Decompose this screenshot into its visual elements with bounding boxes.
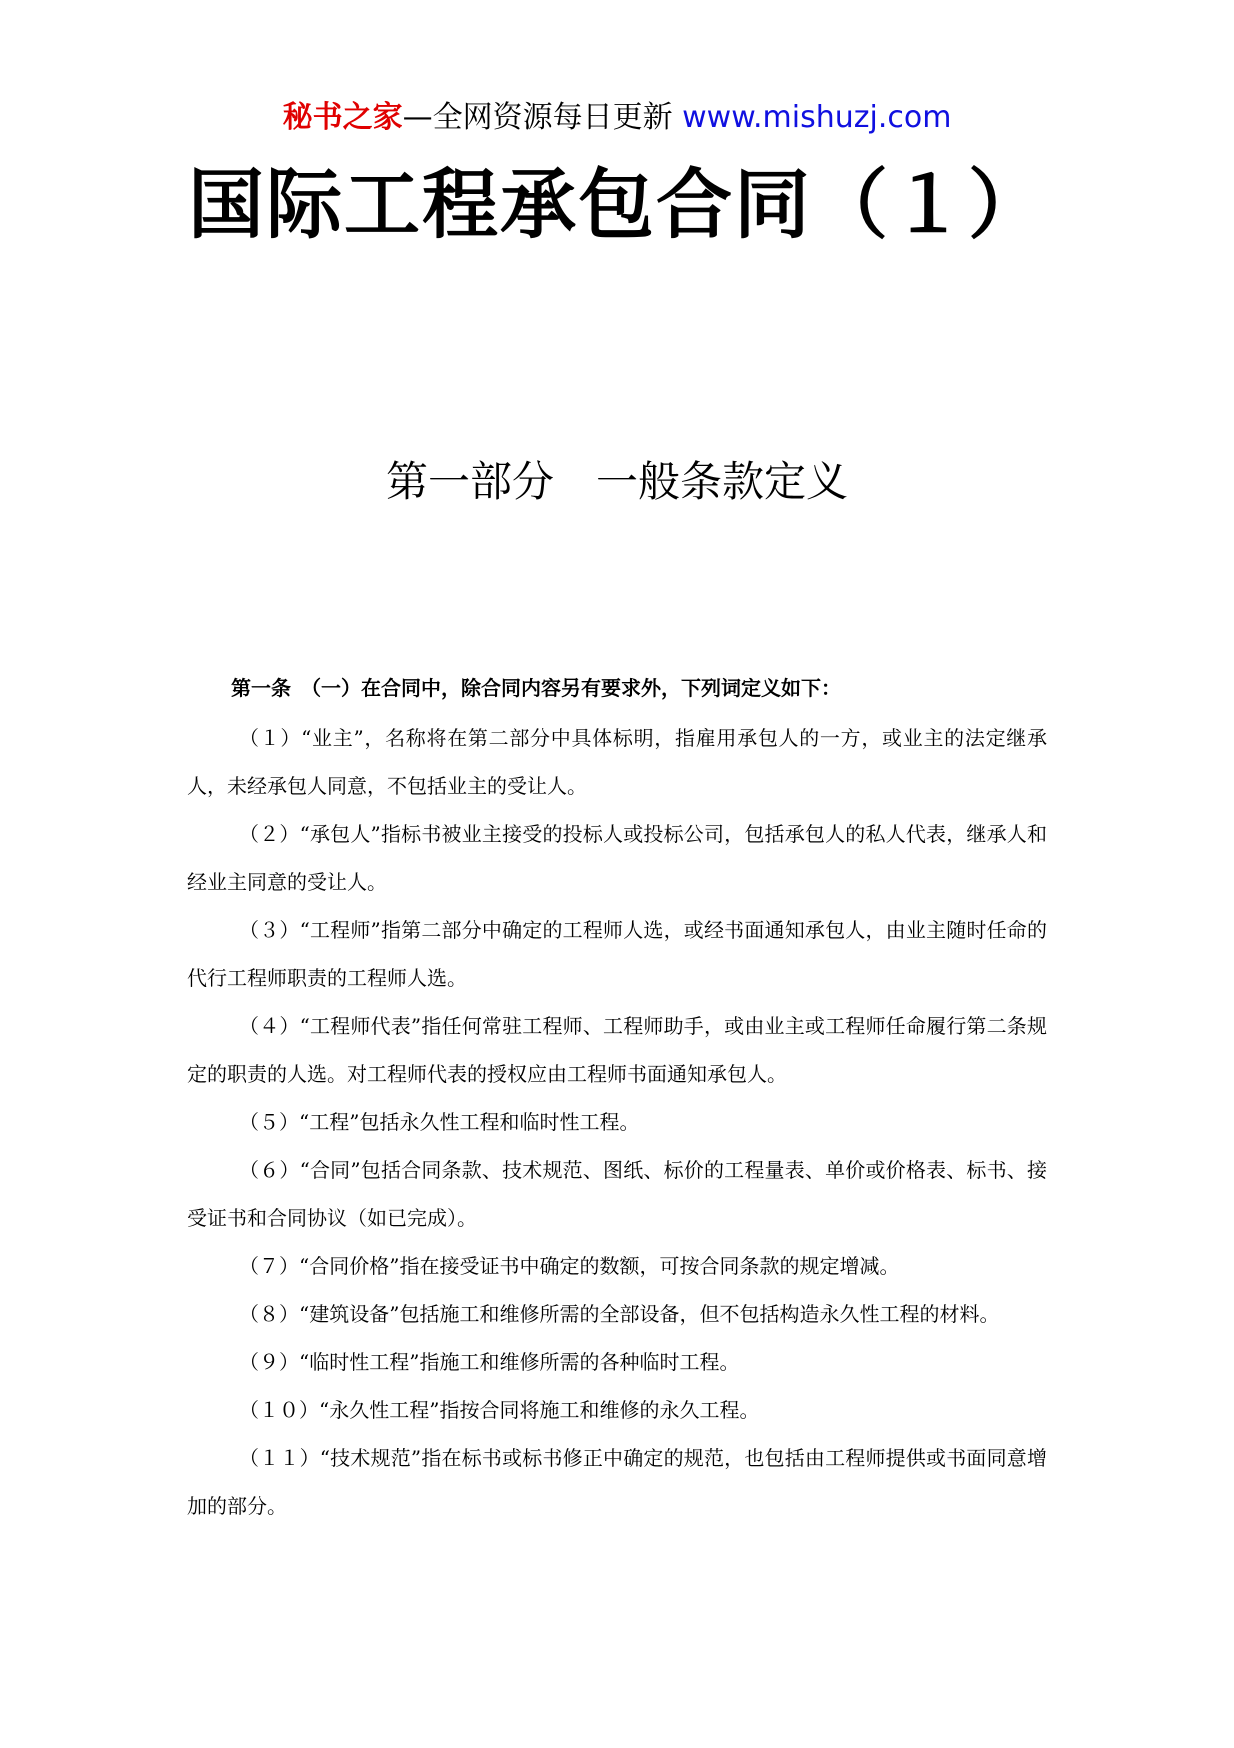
clause-2: （２）“承包人”指标书被业主接受的投标人或投标公司，包括承包人的私人代表，继承人和经业主同意的受让人。	[187, 822, 1047, 894]
clause-1: （１）“业主”，名称将在第二部分中具体标明，指雇用承包人的一方，或业主的法定继承人，未经承包人同意，不包括业主的受让人。	[187, 726, 1047, 798]
clause-5: （５）“工程”包括永久性工程和临时性工程。	[239, 1110, 640, 1134]
clause-10: （１０）“永久性工程”指按合同将施工和维修的永久工程。	[239, 1398, 760, 1422]
clause-11: （１１）“技术规范”指在标书或标书修正中确定的规范，也包括由工程师提供或书面同意增加的部分。	[187, 1446, 1047, 1518]
clause-4: （４）“工程师代表”指任何常驻工程师、工程师助手，或由业主或工程师任命履行第二条规定的职责的人选。对工程师代表的授权应由工程师书面通知承包人。	[187, 1014, 1047, 1086]
banner-tagline: —全网资源每日更新	[402, 100, 683, 135]
document-body	[187, 664, 1047, 1530]
clause-6: （６）“合同”包括合同条款、技术规范、图纸、标价的工程量表、单价或价格表、标书、接受证书和合同协议（如已完成）。	[187, 1158, 1047, 1230]
site-banner	[0, 98, 1234, 138]
part-heading: 第一部分 一般条款定义	[385, 457, 848, 506]
clause-9: （９）“临时性工程”指施工和维修所需的各种临时工程。	[239, 1350, 740, 1374]
banner-url-link[interactable]: www.mishuzj.com	[682, 100, 952, 135]
banner-brand: 秘书之家	[282, 100, 403, 135]
article-lead: 第一条 （一）在合同中，除合同内容另有要求外，下列词定义如下：	[231, 676, 841, 700]
clause-3: （３）“工程师”指第二部分中确定的工程师人选，或经书面通知承包人，由业主随时任命的代行工程师职责的工程师人选。	[187, 918, 1047, 990]
document-title: 国际工程承包合同（１）	[188, 160, 1046, 249]
clause-7: （７）“合同价格”指在接受证书中确定的数额，可按合同条款的规定增减。	[239, 1254, 900, 1278]
clause-8: （８）“建筑设备”包括施工和维修所需的全部设备，但不包括构造永久性工程的材料。	[239, 1302, 1000, 1326]
